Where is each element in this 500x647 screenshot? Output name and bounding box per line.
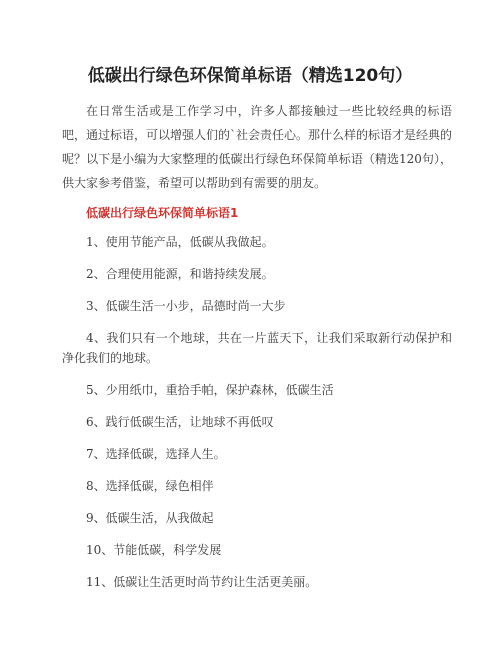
list-item: 5、少用纸巾，重拾手帕，保护森林，低碳生活 xyxy=(86,383,334,397)
intro-paragraph: 在日常生活或是工作学习中，许多人都接触过一些比较经典的标语吧，通过标语，可以增强人们的`社会责任心。那什么样的标语才是经典的呢？以下是小编为大家整理的低碳出行绿色环保简单标语（精选120句），供大家参考借鉴，希望可以帮助到有需要的朋友。 xyxy=(62,104,453,190)
list-item: 7、选择低碳，选择人生。 xyxy=(86,447,226,461)
list-item: 11、低碳让生活更时尚节约让生活更美丽。 xyxy=(86,575,318,589)
list-item: 2、合理使用能源，和谐持续发展。 xyxy=(86,267,274,281)
document-title: 低碳出行绿色环保简单标语（精选120句） xyxy=(87,66,413,86)
slogan-list xyxy=(62,232,452,604)
list-item: 4、我们只有一个地球，共在一片蓝天下，让我们采取新行动保护和净化我们的地球。 xyxy=(62,331,452,365)
list-item: 1、使用节能产品，低碳从我做起。 xyxy=(86,235,274,249)
list-item: 6、践行低碳生活，让地球不再低叹 xyxy=(86,415,274,429)
section-heading: 低碳出行绿色环保简单标语1 xyxy=(86,206,239,220)
list-item: 9、低碳生活，从我做起 xyxy=(86,511,214,525)
list-item: 8、选择低碳，绿色相伴 xyxy=(86,479,214,493)
list-item: 10、节能低碳，科学发展 xyxy=(86,543,222,557)
list-item: 3、低碳生活一小步，品德时尚一大步 xyxy=(86,299,286,313)
